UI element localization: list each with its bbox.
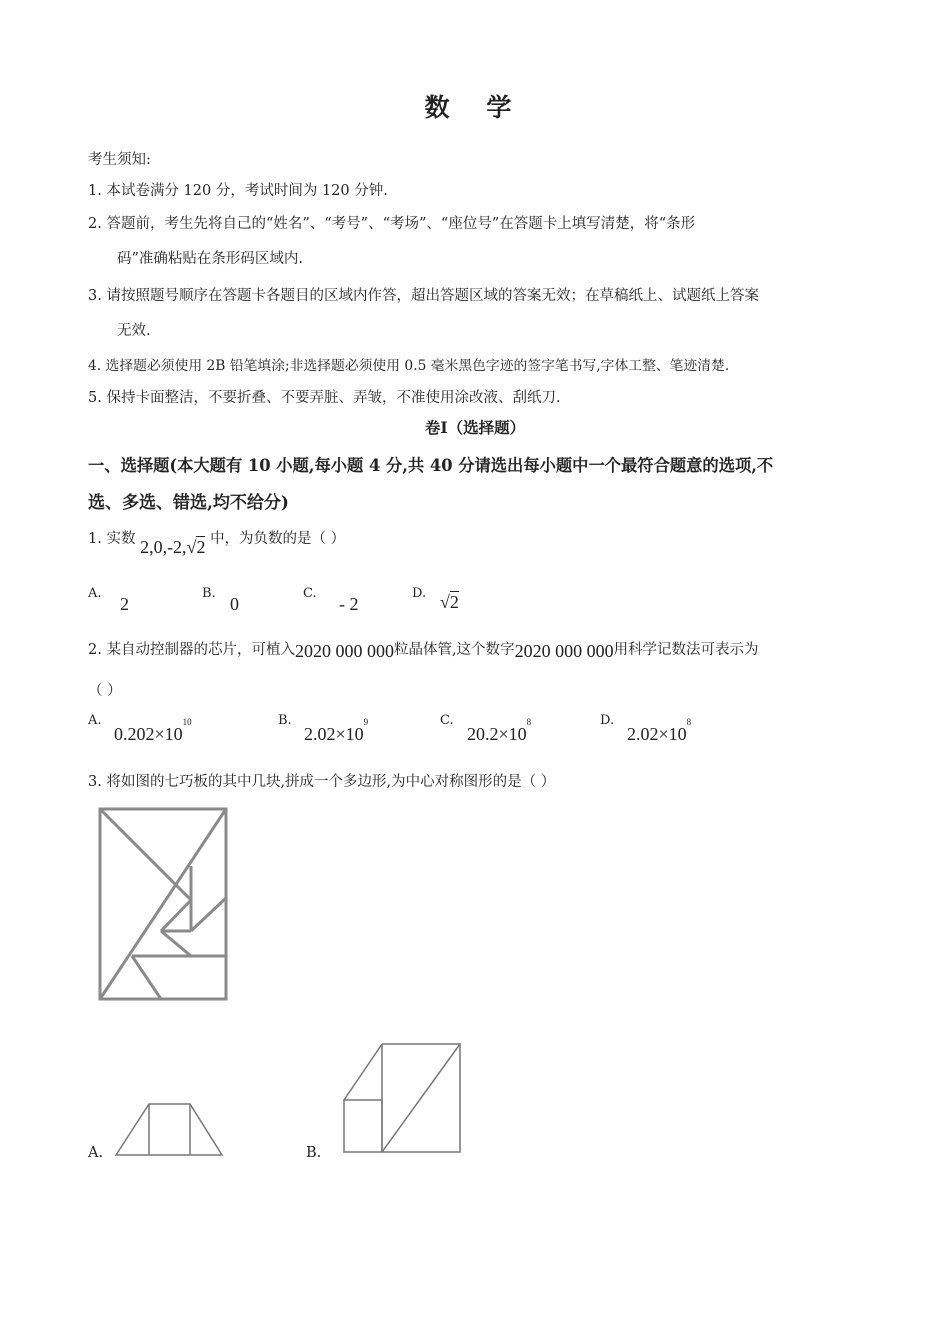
- q1-numbers: 2,0,-2,√2: [140, 537, 206, 557]
- q2-number-1: 2020 000 000: [294, 641, 394, 661]
- question-2: [88, 638, 759, 659]
- q1-prefix: 1. 实数: [88, 531, 136, 547]
- q2-option-c-value: $20.2\times 10^8$: [467, 717, 532, 744]
- q2-option-a-letter: A.: [88, 713, 102, 728]
- q2-option-b-value: $2.02\times 10^9$: [304, 717, 369, 744]
- notice-item-2a: 2. 答题前，考生先将自己的“姓名”、“考号”、“考场”、“座位号”在答题卡上填写清楚，将“条形: [88, 216, 696, 232]
- q3-option-b-figure: [340, 1040, 466, 1158]
- trapezoid-outline: [116, 1104, 222, 1155]
- q1-option-d-value: √2: [440, 592, 459, 612]
- part1-heading-line2: 选、多选、错选,均不给分): [88, 493, 289, 513]
- shape-b-square: [344, 1100, 382, 1152]
- sqrt-symbol: √: [186, 537, 197, 557]
- q3-option-a-figure: [112, 1100, 227, 1160]
- tangram-line-1: [100, 809, 191, 900]
- notice-item-1: 1. 本试卷满分 120 分，考试时间为 120 分钟.: [88, 183, 388, 199]
- q2-suffix: 用科学记数法可表示为: [613, 642, 759, 658]
- q1-suffix: 中，为负数的是（ ）: [210, 531, 346, 547]
- q1-option-c-letter: C.: [303, 586, 317, 601]
- shape-b-diagonal: [382, 1044, 460, 1152]
- q2-number-2: 2020 000 000: [514, 641, 614, 661]
- q2-option-c-letter: C.: [440, 713, 454, 728]
- page-title: 数 学: [424, 93, 526, 122]
- shape-b-slant: [344, 1044, 382, 1100]
- q1-option-d-letter: D.: [412, 586, 427, 601]
- q2-option-b-letter: B.: [278, 713, 292, 728]
- q3-option-b-letter: B.: [306, 1145, 322, 1161]
- notice-item-5: 5. 保持卡面整洁，不要折叠、不要弄脏、弄皱，不准使用涂改液、刮纸刀.: [88, 390, 561, 406]
- q2-option-d-value: $2.02\times 10^8$: [627, 717, 692, 744]
- question-3: 3. 将如图的七巧板的其中几块,拼成一个多边形,为中心对称图形的是（ ）: [88, 774, 556, 790]
- question-1: [88, 527, 346, 557]
- q1-sqrt-arg: 2: [196, 537, 206, 557]
- tangram-line-9: [161, 931, 191, 956]
- notice-item-3b: 无效.: [117, 323, 151, 339]
- q1-option-c-value: - 2: [339, 594, 359, 614]
- notice-item-3a: 3. 请按照题号顺序在答题卡各题目的区域内作答，超出答题区域的答案无效；在草稿纸上、试题纸上答案: [88, 288, 759, 304]
- q2-bracket: （ ）: [88, 683, 122, 699]
- part1-heading-line1: 一、选择题(本大题有 10 小题,每小题 4 分,共 40 分请选出每小题中一个最符合题意的选项,不: [88, 456, 774, 475]
- tangram-figure: [97, 806, 229, 1004]
- q2-prefix: 2. 某自动控制器的芯片，可植入: [88, 642, 295, 658]
- q1-option-a-value: 2: [120, 594, 129, 614]
- q2-mid: 粒晶体管,这个数字: [393, 642, 515, 658]
- q1-option-a-letter: A.: [88, 586, 102, 601]
- notice-item-2b: 码”准确粘贴在条形码区域内.: [117, 251, 304, 267]
- tangram-line-2: [100, 809, 226, 999]
- notice-item-4: 4. 选择题必须使用 2B 铅笔填涂;非选择题必须使用 0.5 毫米黑色字迹的签字笔书写,字体工整、笔迹清楚.: [88, 358, 730, 374]
- sqrt-symbol: √: [440, 592, 450, 612]
- q3-option-a-letter: A.: [88, 1145, 104, 1161]
- tangram-line-4: [191, 898, 226, 931]
- tangram-line-8: [132, 956, 161, 999]
- q2-option-a-value: $0.202\times 10^{10}$: [114, 717, 192, 744]
- q2-option-d-letter: D.: [600, 713, 615, 728]
- section-heading: 卷Ⅰ（选择题）: [424, 418, 526, 437]
- tangram-line-5: [161, 900, 191, 931]
- q1-option-b-letter: B.: [202, 586, 216, 601]
- notice-header: 考生须知:: [88, 152, 151, 168]
- q1-option-b-value: 0: [230, 594, 239, 614]
